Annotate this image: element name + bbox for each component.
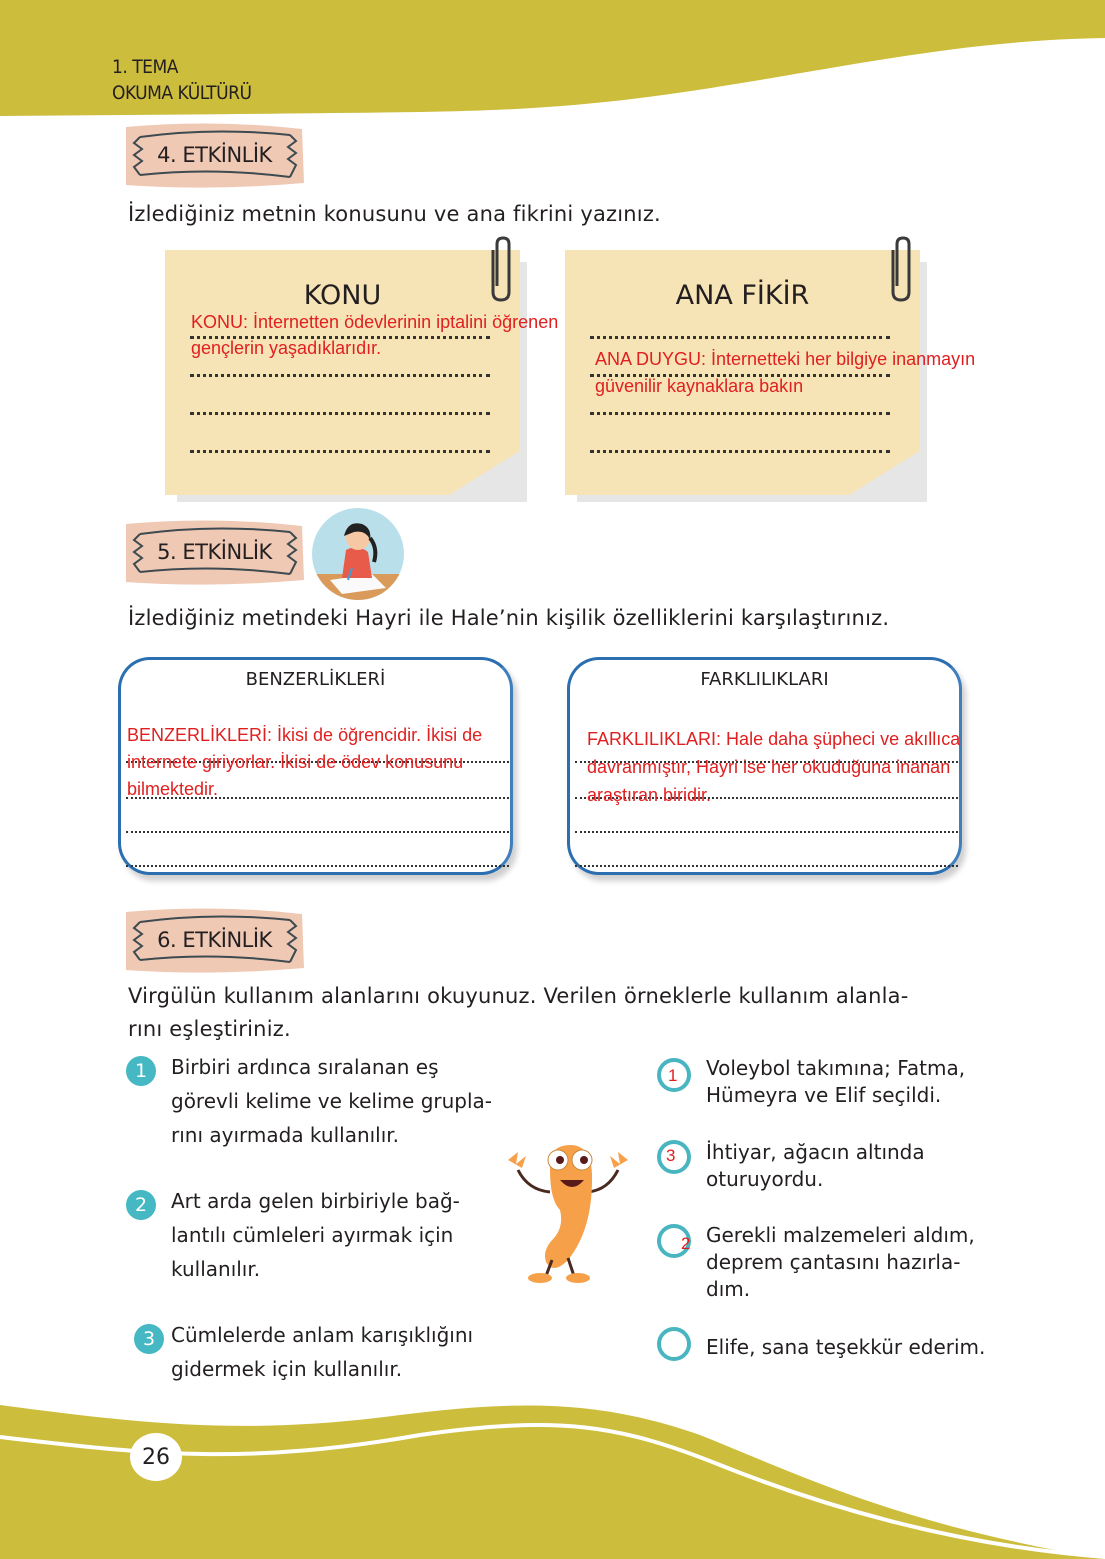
example-3: Gerekli malzemeleri aldım, deprem çantasını hazırla- dım. (706, 1223, 975, 1301)
theme-number: 1. TEMA (112, 56, 178, 78)
answer-value-3: 2 (681, 1234, 691, 1253)
example-4: Elife, sana teşekkür ederim. (706, 1335, 986, 1359)
similarities-answer-line-1: BENZERLİKLERİ: İkisi de öğrencidir. İkisi de (127, 725, 483, 745)
activity-6-instruction-line-2: rını eşleştiriniz. (128, 1017, 291, 1041)
konu-answer-line-2: gençlerin yaşadıklarıdır. (191, 338, 382, 358)
konu-title: KONU (303, 280, 382, 311)
page-number: 26 (130, 1433, 182, 1481)
differences-title: FARKLILIKLARI (700, 669, 829, 690)
differences-answer-line-3: araştıran biridir. (587, 785, 712, 805)
example-2: İhtiyar, ağacın altında oturuyordu. (706, 1140, 925, 1191)
answer-value-2: 3 (666, 1146, 676, 1165)
paperclip-icon (887, 236, 915, 304)
rule-number-1: 1 (126, 1056, 156, 1086)
activity-6-badge (122, 906, 307, 974)
ana-fikir-title: ANA FİKİR (675, 280, 810, 311)
activity-5-label: 5. ETKİNLİK (157, 540, 272, 564)
konu-note (165, 250, 520, 495)
konu-answer-line-1: KONU: İnternetten ödevlerinin iptalini öğrenen (191, 312, 559, 332)
differences-answer-line-1: FARKLILIKLARI: Hale daha şüpheci ve akıllıca (587, 729, 961, 749)
similarities-title: BENZERLİKLERİ (245, 669, 386, 690)
answer-value-1: 1 (668, 1066, 678, 1085)
activity-6-instruction-line-1: Virgülün kullanım alanlarını okuyunuz. Verilen örneklerle kullanım alanla- (128, 984, 909, 1008)
activity-4-label: 4. ETKİNLİK (157, 143, 272, 167)
activity-5-instruction: İzlediğiniz metindeki Hayri ile Hale’nin kişilik özelliklerini karşılaştırınız. (128, 606, 890, 630)
activity-4-badge (122, 121, 307, 189)
ana-fikir-answer-line-2: güvenilir kaynaklara bakın (595, 376, 804, 396)
rule-2: Art arda gelen birbiriyle bağ- lantılı cümleleri ayırmak için kullanılır. (171, 1189, 460, 1281)
theme-title: OKUMA KÜLTÜRÜ (112, 82, 252, 104)
activity-4-instruction: İzlediğiniz metnin konusunu ve ana fikrini yazınız. (128, 202, 661, 226)
example-1: Voleybol takımına; Fatma, Hümeyra ve Elif seçildi. (706, 1056, 966, 1107)
comma-mascot-icon (488, 1130, 648, 1285)
rule-number-3: 3 (134, 1324, 164, 1354)
activity-6-label: 6. ETKİNLİK (157, 928, 272, 952)
answer-ring-4[interactable] (657, 1327, 691, 1361)
rule-1: Birbiri ardınca sıralanan eş görevli kelime ve kelime grupla- rını ayırmada kullanılır. (171, 1055, 493, 1147)
rule-number-2: 2 (126, 1190, 156, 1220)
similarities-answer-line-2: internete giriyorlar. İkisi de ödev konusunu (127, 752, 464, 772)
rule-3: Cümlelerde anlam karışıklığını gidermek için kullanılır. (171, 1323, 474, 1381)
differences-answer-line-2: davranmıştır, Hayri ise her okuduğuna inanan (587, 757, 951, 777)
girl-writing-icon (312, 508, 404, 600)
similarities-answer-line-3: bilmektedir. (127, 779, 219, 799)
paperclip-icon (487, 236, 515, 304)
ana-fikir-answer-line-1: ANA DUYGU: İnternetteki her bilgiye inanmayın (595, 349, 976, 369)
activity-5-badge (122, 518, 307, 586)
